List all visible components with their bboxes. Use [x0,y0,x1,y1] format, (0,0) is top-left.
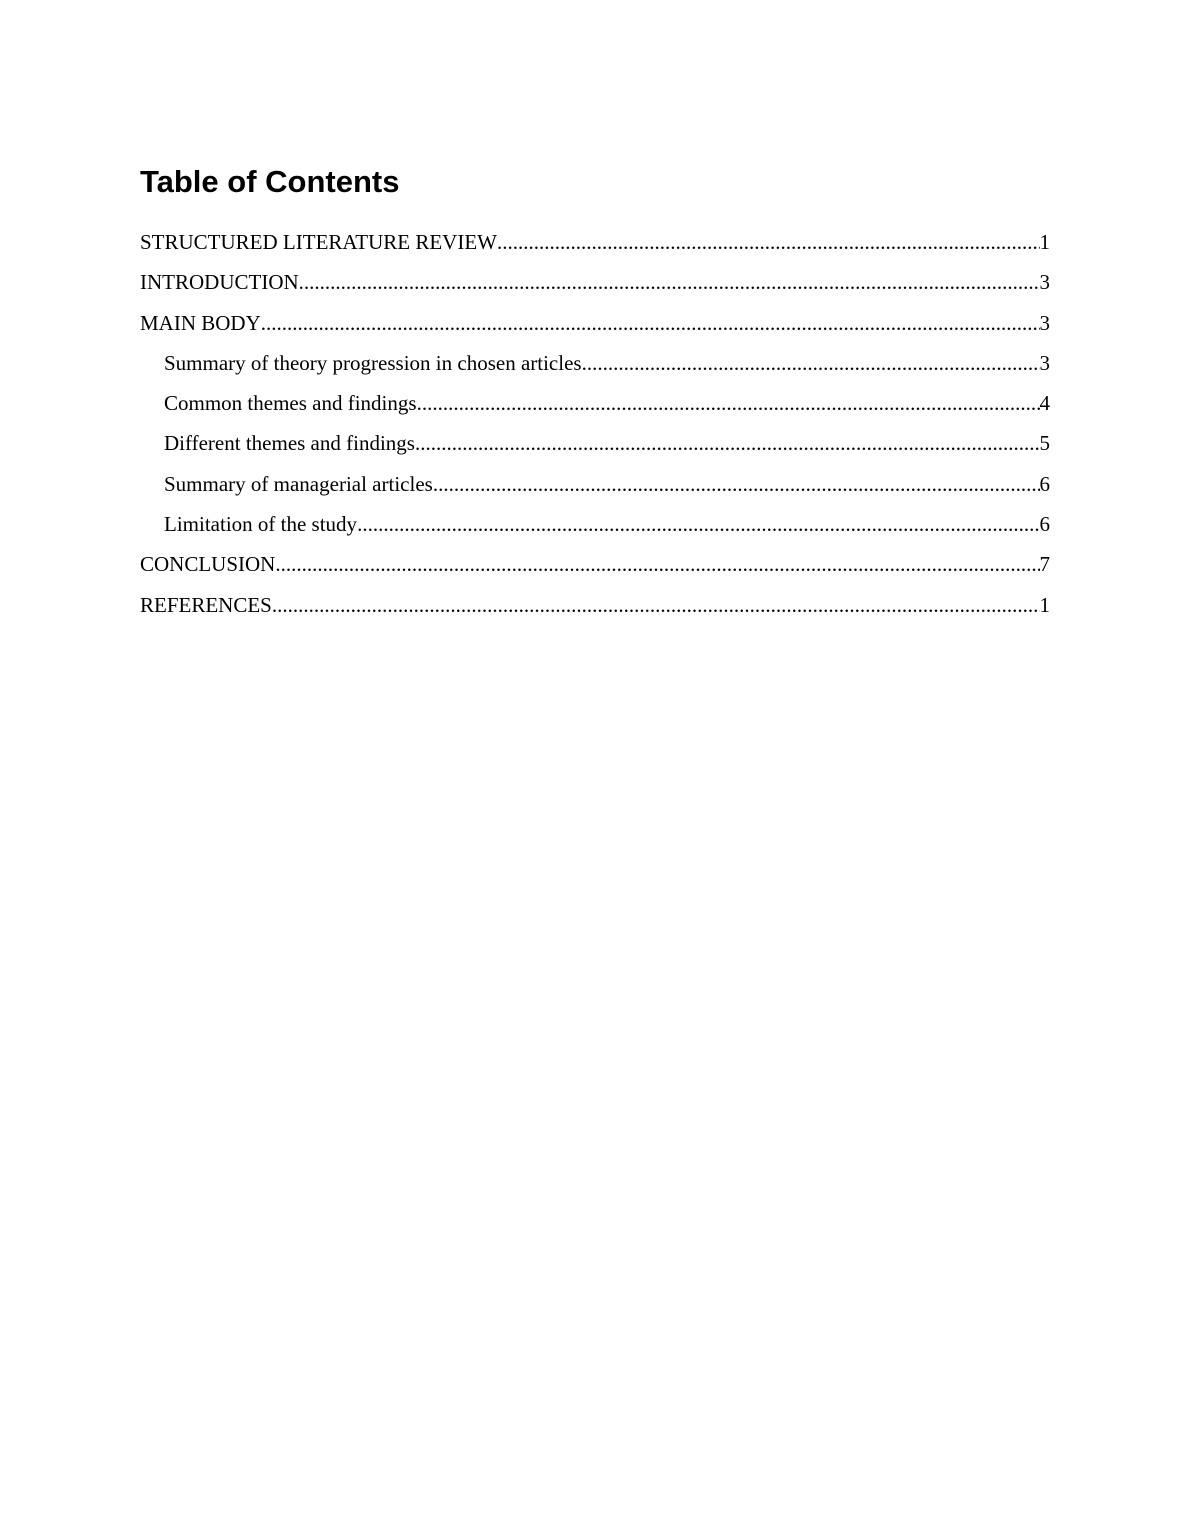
toc-page-number: 3 [1039,310,1050,335]
toc-entry-label: CONCLUSION [140,552,276,577]
toc-page-number: 7 [1039,552,1050,577]
toc-entry-label: Limitation of the study [164,512,358,537]
toc-entry-label: Summary of managerial articles [164,471,433,496]
toc-dot-leader [272,589,1040,621]
toc-page-number: 4 [1039,391,1050,416]
toc-entry-different-themes[interactable] [140,427,1050,467]
toc-dot-leader [497,226,1040,258]
toc-page-number: 5 [1039,431,1050,456]
toc-title: Table of Contents [140,164,400,199]
toc-entry-conclusion[interactable] [140,548,1050,588]
toc-entry-label: Common themes and findings [164,391,417,416]
toc-entry-label: REFERENCES [140,592,272,617]
toc-page-number: 3 [1039,270,1050,295]
toc-dot-leader [433,468,1040,500]
toc-entry-references[interactable] [140,589,1050,629]
toc-dot-leader [582,347,1040,379]
toc-page-number: 6 [1039,512,1050,537]
toc-entry-introduction[interactable] [140,266,1050,306]
toc-dot-leader [261,307,1040,339]
toc-entry-structured-literature-review[interactable] [140,226,1050,266]
toc-entry-summary-managerial-articles[interactable] [140,468,1050,508]
toc-entry-label: Different themes and findings [164,431,415,456]
toc-entry-label: MAIN BODY [140,310,261,335]
toc-entry-limitation-of-study[interactable] [140,508,1050,548]
toc-dot-leader [415,427,1040,459]
toc-entry-label: INTRODUCTION [140,270,299,295]
toc-page-number: 1 [1039,592,1050,617]
toc-page-number: 1 [1039,230,1050,254]
toc-entry-label: STRUCTURED LITERATURE REVIEW [140,230,497,254]
toc-page-number: 3 [1039,350,1050,375]
toc-dot-leader [299,266,1040,298]
toc-dot-leader [357,508,1039,540]
toc-dot-leader [417,387,1040,419]
toc-dot-leader [275,548,1039,580]
toc-list [140,226,1050,629]
toc-entry-common-themes[interactable] [140,387,1050,427]
toc-entry-main-body[interactable] [140,307,1050,347]
toc-entry-summary-theory-progression[interactable] [140,347,1050,387]
toc-page-number: 6 [1039,471,1050,496]
toc-entry-label: Summary of theory progression in chosen articles [164,350,582,375]
